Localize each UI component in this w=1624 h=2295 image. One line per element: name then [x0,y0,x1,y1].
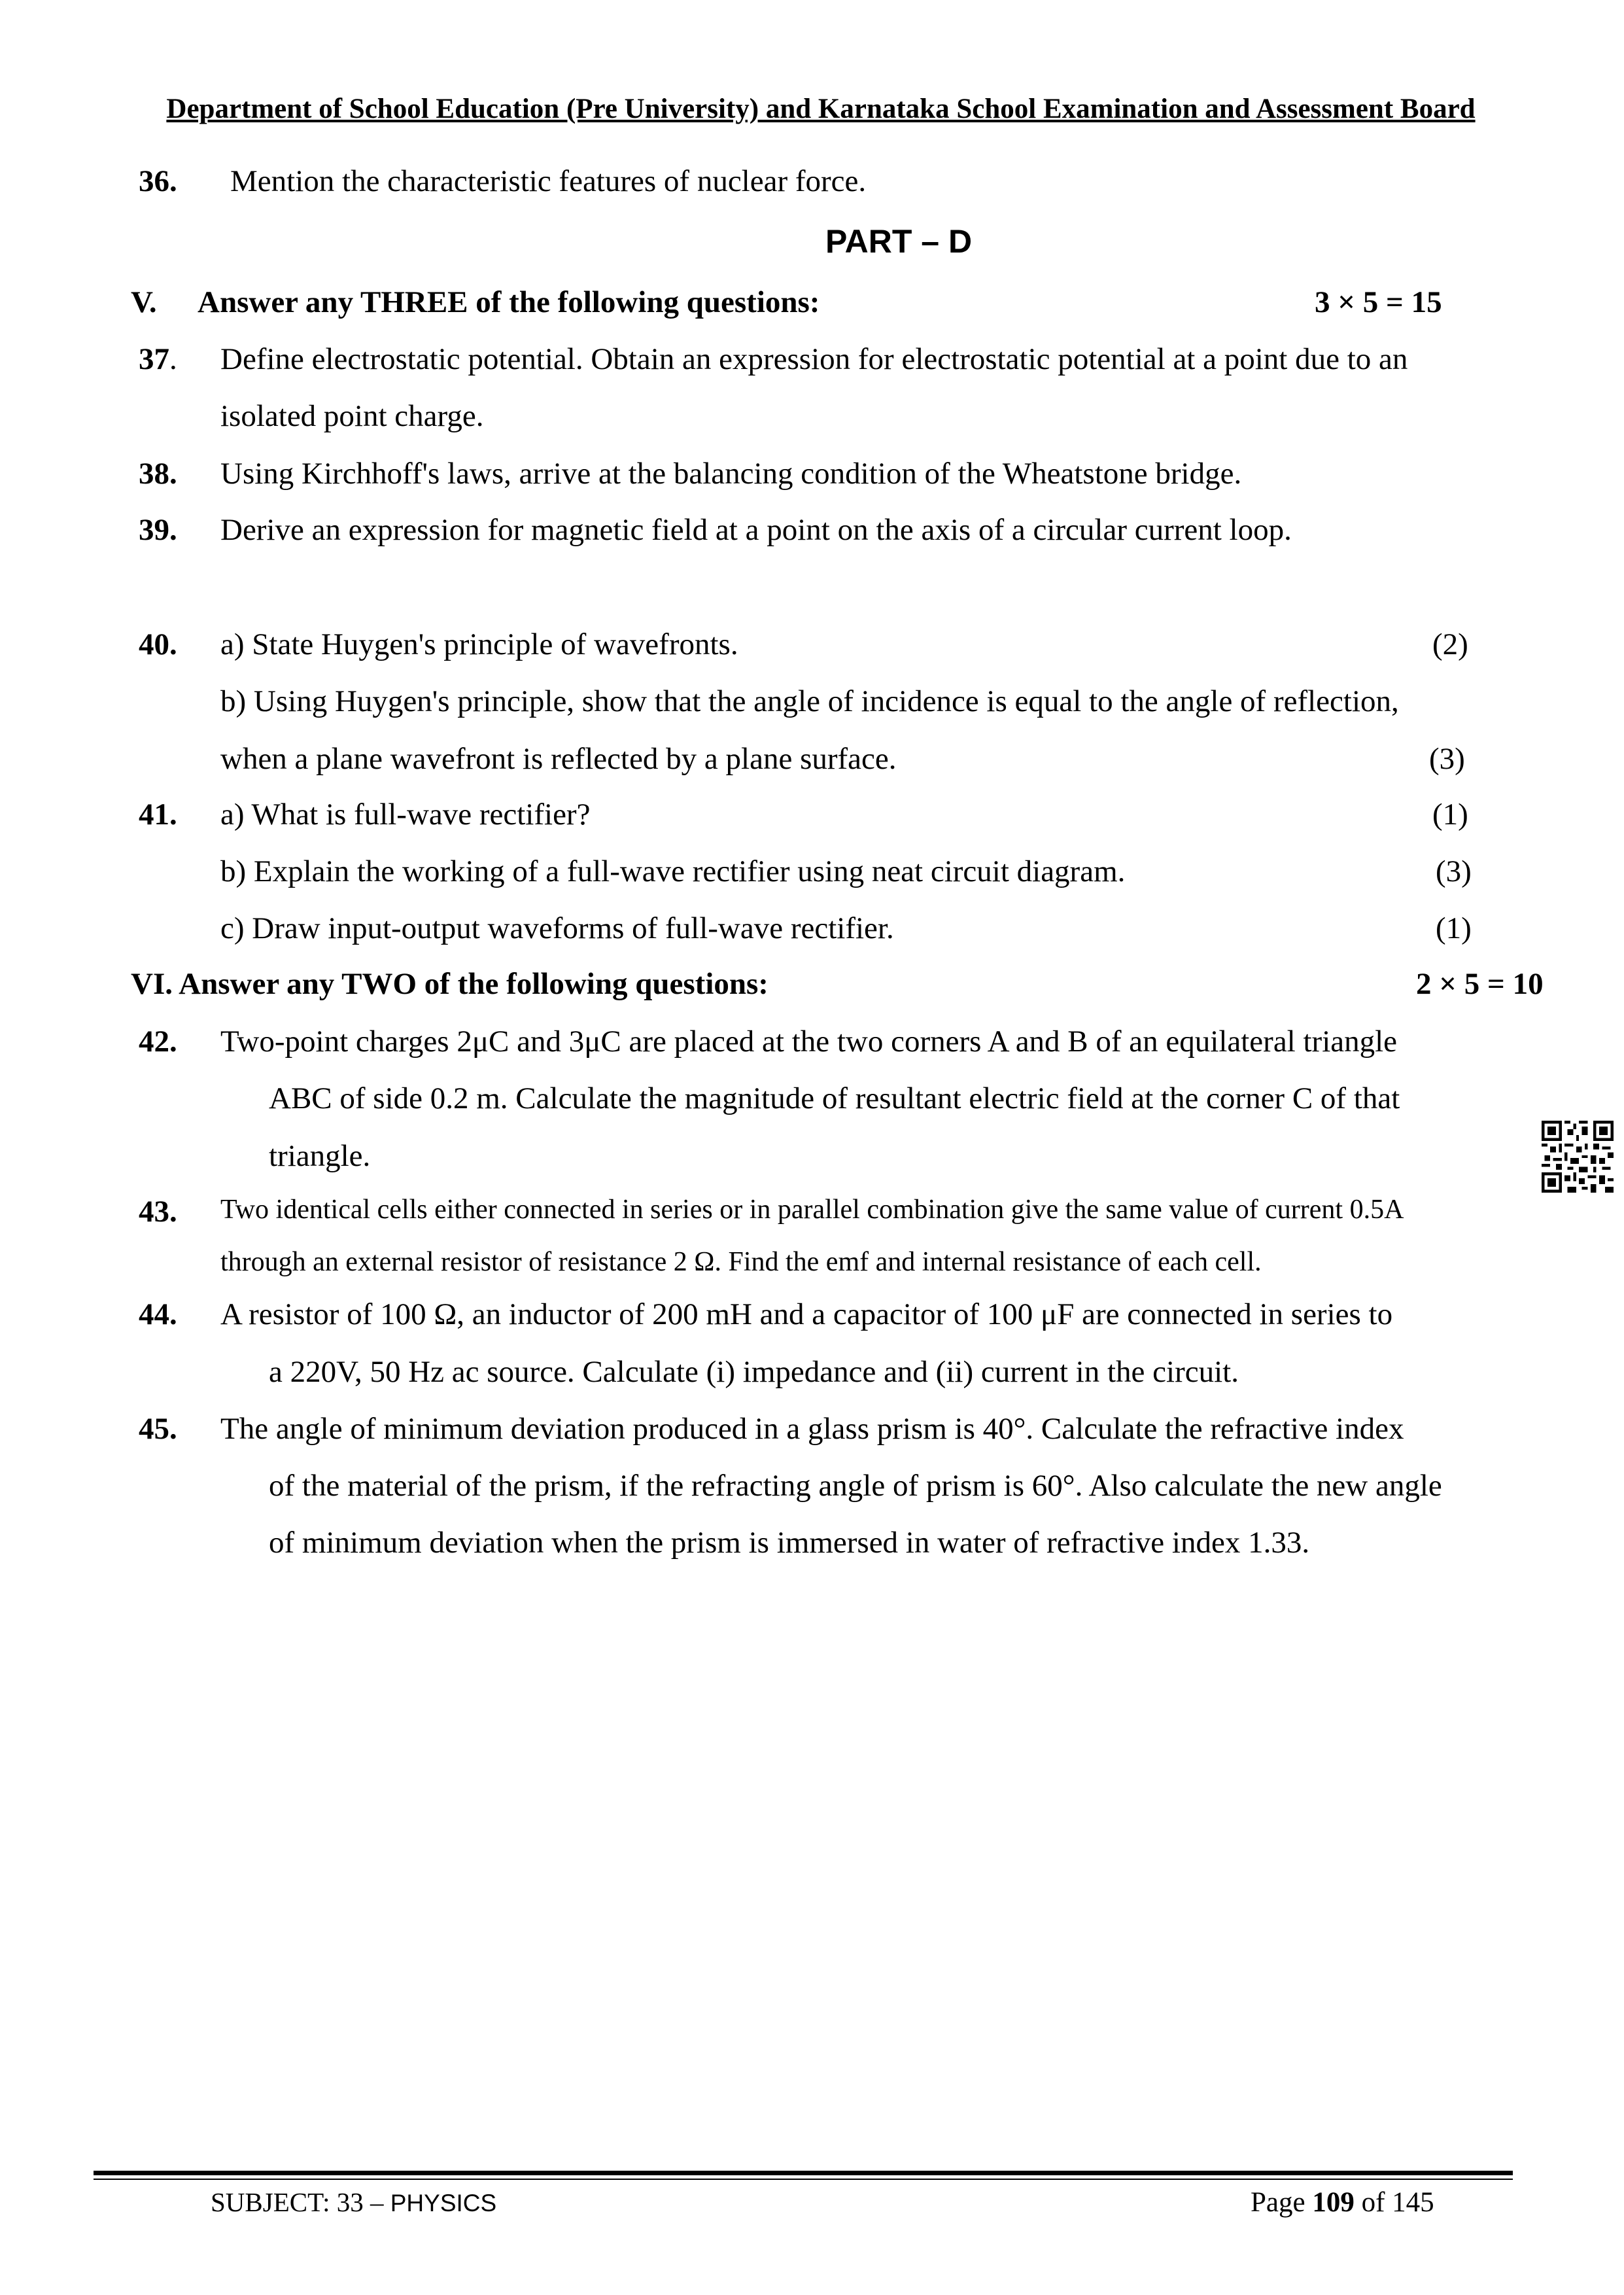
question-40b-marks: (3) [1429,742,1465,776]
section-5-instruction: Answer any THREE of the following questions: [198,285,820,319]
question-number-39: 39. [139,513,177,547]
footer-page-number: Page 109 of 145 [1251,2187,1434,2218]
question-41a-text: a) What is full-wave rectifier? [220,797,591,832]
question-40b-line-1: b) Using Huygen's principle, show that the angle of incidence is equal to the angle of reflection, [220,684,1399,718]
question-37-line-1: Define electrostatic potential. Obtain an expression for electrostatic potential at a point due to an [220,342,1408,376]
question-number-45: 45. [139,1412,177,1446]
question-42-line-3: triangle. [269,1139,371,1173]
question-number-43: 43. [139,1195,177,1229]
question-43-line-2: through an external resistor of resistance 2 Ω. Find the emf and internal resistance of each cell. [220,1247,1262,1277]
footer-subject: SUBJECT: 33 – PHYSICS [211,2187,497,2217]
question-41c-marks: (1) [1436,911,1472,945]
question-44-line-2: a 220V, 50 Hz ac source. Calculate (i) impedance and (ii) current in the circuit. [269,1355,1239,1389]
section-5-label: V. [131,285,157,319]
question-45-line-1: The angle of minimum deviation produced in a glass prism is 40°. Calculate the refractive index [220,1412,1404,1446]
question-40a-text: a) State Huygen's principle of wavefronts. [220,627,738,661]
question-45-line-3: of minimum deviation when the prism is immersed in water of refractive index 1.33. [269,1526,1310,1560]
question-43-line-1: Two identical cells either connected in series or in parallel combination give the same value of current 0.5A [220,1195,1404,1225]
question-41c-text: c) Draw input-output waveforms of full-wave rectifier. [220,911,894,945]
question-41b-marks: (3) [1436,854,1472,888]
footer-rule-thin [94,2179,1513,2180]
question-number-37: 37. [139,342,177,376]
question-number-36: 36. [139,164,177,198]
question-40b-line-2: when a plane wavefront is reflected by a plane surface. [220,742,897,776]
part-d-title: PART – D [825,223,973,260]
page-header: Department of School Education (Pre University) and Karnataka School Examination and Assessment Board [166,94,1476,124]
question-42-line-2: ABC of side 0.2 m. Calculate the magnitude of resultant electric field at the corner C of that [269,1081,1400,1115]
question-39-text: Derive an expression for magnetic field at a point on the axis of a circular current loop. [220,513,1292,547]
section-5-marks: 3 × 5 = 15 [1315,285,1442,319]
qr-code [1542,1121,1614,1193]
question-37-line-2: isolated point charge. [220,399,484,433]
section-6-marks: 2 × 5 = 10 [1416,967,1544,1001]
footer-rule-thick [94,2171,1513,2175]
question-number-42: 42. [139,1025,177,1059]
question-44-line-1: A resistor of 100 Ω, an inductor of 200 mH and a capacitor of 100 μF are connected in series to [220,1297,1393,1331]
question-45-line-2: of the material of the prism, if the refracting angle of prism is 60°. Also calculate the new angle [269,1469,1442,1503]
question-36-text: Mention the characteristic features of nuclear force. [230,164,867,198]
question-number-38: 38. [139,457,177,491]
question-40a-marks: (2) [1432,627,1468,661]
question-41b-text: b) Explain the working of a full-wave rectifier using neat circuit diagram. [220,854,1126,888]
section-6-instruction: VI. Answer any TWO of the following questions: [131,967,769,1001]
question-42-line-1: Two-point charges 2μC and 3μC are placed at the two corners A and B of an equilateral triangle [220,1025,1398,1059]
question-number-40: 40. [139,627,177,661]
question-38-text: Using Kirchhoff's laws, arrive at the balancing condition of the Wheatstone bridge. [220,457,1242,491]
question-number-41: 41. [139,797,177,832]
question-number-44: 44. [139,1297,177,1331]
question-41a-marks: (1) [1432,797,1468,832]
